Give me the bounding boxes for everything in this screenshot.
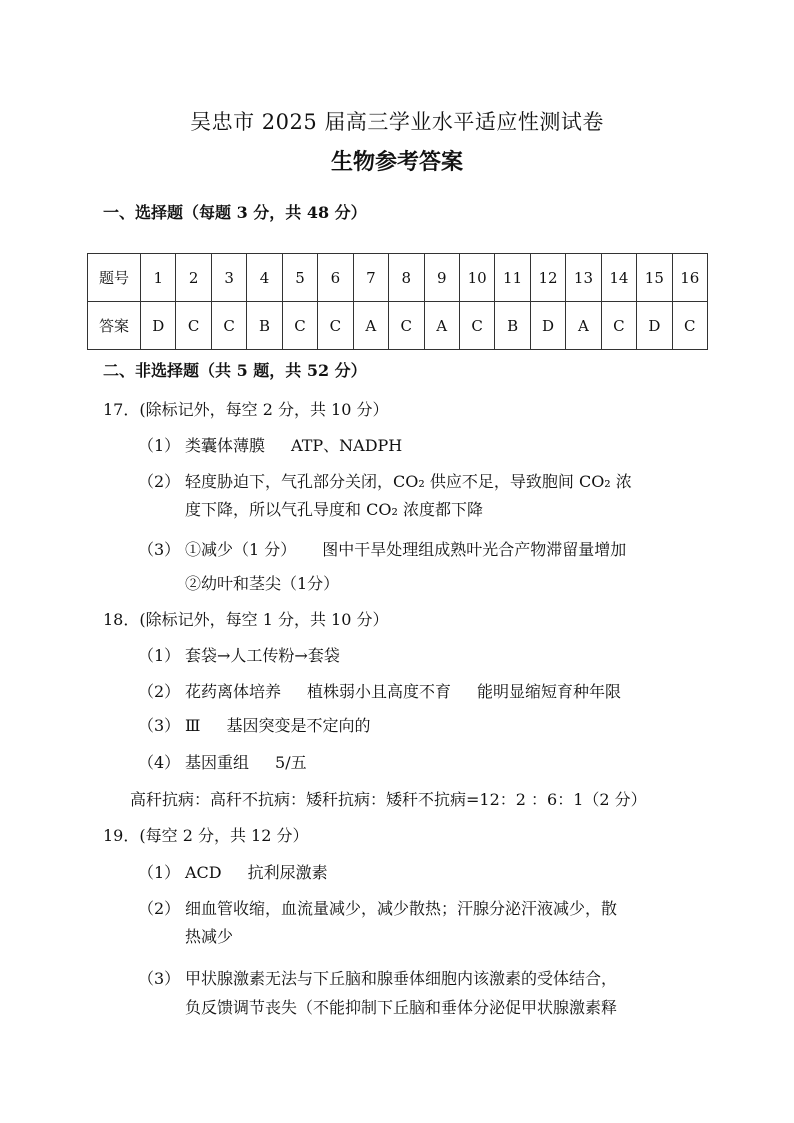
answer-cell: C bbox=[459, 302, 494, 350]
q17-part1 bbox=[138, 433, 402, 456]
q19-heading: 19．(每空 2 分，共 12 分） bbox=[103, 826, 309, 845]
answer-text: 甲状腺激素无法与下丘脑和腺垂体细胞内该激素的受体结合， bbox=[185, 969, 618, 988]
answer-cell: D bbox=[637, 302, 672, 350]
answer-text-continued: 热减少 bbox=[185, 927, 234, 946]
question-number-cell: 11 bbox=[495, 254, 530, 302]
answer-text: 植株弱小且高度不育 bbox=[307, 682, 452, 701]
answer-text: ACD bbox=[185, 863, 222, 882]
section2-heading: 二、非选择题（共 5 题，共 52 分） bbox=[103, 361, 367, 380]
q18-part2 bbox=[138, 679, 621, 702]
answer-cell: C bbox=[282, 302, 317, 350]
section1-heading: 一、选择题（每题 3 分，共 48 分） bbox=[103, 203, 367, 222]
question-number-cell: 16 bbox=[672, 254, 707, 302]
answer-cell: C bbox=[176, 302, 211, 350]
part-number: （1） bbox=[138, 863, 181, 882]
answer-text: 抗利尿激素 bbox=[247, 863, 328, 882]
question-number-cell: 8 bbox=[389, 254, 424, 302]
question-number-cell: 15 bbox=[637, 254, 672, 302]
answer-cell: A bbox=[353, 302, 388, 350]
q17-part2 bbox=[138, 469, 632, 492]
answer-cell: D bbox=[530, 302, 565, 350]
answer-text: 轻度胁迫下，气孔部分关闭，CO₂ 供应不足，导致胞间 CO₂ 浓 bbox=[185, 472, 632, 491]
part-number: （2） bbox=[138, 472, 181, 491]
answer-cell: B bbox=[495, 302, 530, 350]
answer-cell: C bbox=[389, 302, 424, 350]
answer-table bbox=[87, 253, 708, 350]
answer-text: 5/五 bbox=[275, 753, 307, 772]
answer-row bbox=[88, 302, 708, 350]
question-number-cell: 5 bbox=[282, 254, 317, 302]
answer-cell: A bbox=[566, 302, 601, 350]
part-number: （4） bbox=[138, 753, 181, 772]
q17-heading: 17．(除标记外，每空 2 分，共 10 分） bbox=[103, 400, 389, 419]
q19-part3 bbox=[138, 966, 617, 989]
question-number-cell: 2 bbox=[176, 254, 211, 302]
answer-cell: C bbox=[211, 302, 246, 350]
answer-cell: C bbox=[318, 302, 353, 350]
question-number-row bbox=[88, 254, 708, 302]
answer-text-continued: 负反馈调节丧失（不能抑制下丘脑和垂体分泌促甲状腺激素释 bbox=[185, 998, 618, 1017]
question-number-cell: 4 bbox=[247, 254, 282, 302]
q18-part1 bbox=[138, 643, 340, 666]
question-number-cell: 10 bbox=[459, 254, 494, 302]
answer-text: 图中干旱处理组成熟叶光合产物滞留量增加 bbox=[322, 540, 627, 559]
answer-text: 能明显缩短育种年限 bbox=[477, 682, 622, 701]
part-number: （3） bbox=[138, 540, 181, 559]
question-number-cell: 14 bbox=[601, 254, 636, 302]
answer-cell: C bbox=[672, 302, 707, 350]
answer-text-continued: 度下降，所以气孔导度和 CO₂ 浓度都下降 bbox=[185, 500, 483, 519]
row-label: 答案 bbox=[88, 302, 141, 350]
part-number: （1） bbox=[138, 436, 181, 455]
answer-text: 套袋→人工传粉→套袋 bbox=[185, 646, 340, 665]
part-number: （3） bbox=[138, 716, 181, 735]
question-number-cell: 6 bbox=[318, 254, 353, 302]
part-number: （2） bbox=[138, 899, 181, 918]
question-number-cell: 7 bbox=[353, 254, 388, 302]
question-number-cell: 3 bbox=[211, 254, 246, 302]
exam-title: 吴忠市 2025 届高三学业水平适应性测试卷 bbox=[190, 110, 604, 134]
q18-ratio-answer: 高秆抗病：高秆不抗病：矮秆抗病：矮秆不抗病=12：2 ：6：1（2 分） bbox=[130, 790, 647, 809]
q19-part1 bbox=[138, 860, 328, 883]
q18-heading: 18．(除标记外，每空 1 分，共 10 分） bbox=[103, 610, 389, 629]
answer-cell: B bbox=[247, 302, 282, 350]
answer-text: ATP、NADPH bbox=[291, 436, 403, 455]
answer-key-title: 生物参考答案 bbox=[330, 149, 463, 175]
question-number-cell: 9 bbox=[424, 254, 459, 302]
answer-text: Ⅲ bbox=[185, 716, 201, 735]
q19-part2 bbox=[138, 896, 617, 919]
question-number-cell: 1 bbox=[141, 254, 176, 302]
row-label: 题号 bbox=[88, 254, 141, 302]
part-number: （1） bbox=[138, 646, 181, 665]
part-number: （3） bbox=[138, 969, 181, 988]
q17-part3 bbox=[138, 537, 626, 560]
question-number-cell: 13 bbox=[566, 254, 601, 302]
answer-cell: A bbox=[424, 302, 459, 350]
answer-text: 类囊体薄膜 bbox=[185, 436, 266, 455]
q18-part4 bbox=[138, 750, 307, 773]
part-number: （2） bbox=[138, 682, 181, 701]
question-number-cell: 12 bbox=[530, 254, 565, 302]
answer-cell: D bbox=[141, 302, 176, 350]
answer-text: 花药离体培养 bbox=[185, 682, 282, 701]
answer-text: ①减少（1 分） bbox=[185, 540, 297, 559]
answer-text: 基因重组 bbox=[185, 753, 250, 772]
answer-text-continued: ②幼叶和茎尖（1分） bbox=[185, 574, 340, 593]
answer-text: 细血管收缩，血流量减少，减少散热；汗腺分泌汗液减少，散 bbox=[185, 899, 618, 918]
answer-cell: C bbox=[601, 302, 636, 350]
answer-text: 基因突变是不定向的 bbox=[226, 716, 371, 735]
q18-part3 bbox=[138, 713, 370, 736]
